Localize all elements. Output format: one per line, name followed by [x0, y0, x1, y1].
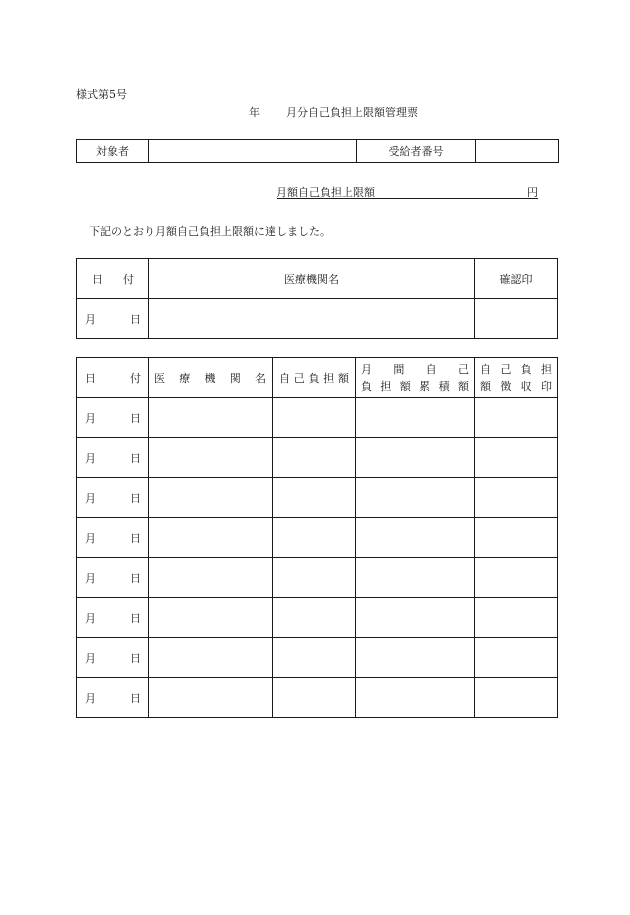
date-header-day: 日	[92, 272, 103, 286]
monthly-limit-unit: 円	[527, 186, 538, 199]
collection-seal-cell[interactable]	[475, 638, 558, 678]
month-label: 月	[85, 451, 96, 465]
cumulative-amount-cell[interactable]	[356, 598, 475, 638]
header-char: 担	[380, 379, 392, 393]
detail-header-row	[77, 358, 558, 398]
header-char: 額	[399, 379, 411, 393]
table-row	[77, 478, 558, 518]
table-row	[77, 438, 558, 478]
collection-seal-cell[interactable]	[475, 598, 558, 638]
header-char: 己	[457, 362, 469, 376]
header-char: 累	[419, 379, 431, 393]
institution-name-header: 医療機関名	[149, 259, 475, 299]
collection-seal-cell[interactable]	[475, 438, 558, 478]
row-date-cell	[77, 518, 149, 558]
monthly-limit-label: 月額自己負担上限額	[276, 186, 375, 199]
detail-copay-header	[273, 358, 356, 398]
cumulative-amount-cell[interactable]	[356, 398, 475, 438]
copay-detail-table	[76, 357, 558, 718]
confirmation-table	[76, 258, 558, 339]
recipient-number-label: 受給者番号	[357, 140, 476, 163]
collection-seal-cell[interactable]	[475, 678, 558, 718]
confirmation-seal-header: 確認印	[475, 259, 558, 299]
institution-cell[interactable]	[149, 678, 273, 718]
header-char: 己	[293, 371, 305, 385]
detail-institution-header	[149, 358, 273, 398]
recipient-number-field[interactable]	[476, 140, 559, 163]
day-label: 日	[130, 611, 141, 625]
header-char: 担	[323, 371, 335, 385]
confirm-date-header	[77, 259, 149, 299]
day-label: 日	[130, 411, 141, 425]
table-row	[77, 398, 558, 438]
copay-amount-cell[interactable]	[273, 518, 356, 558]
monthly-limit-underline	[277, 198, 538, 199]
month-label: 月	[85, 651, 96, 665]
recipient-info-table	[76, 139, 559, 163]
subject-label: 対象者	[77, 140, 149, 163]
cumulative-amount-cell[interactable]	[356, 678, 475, 718]
header-char: 徴	[500, 379, 512, 393]
month-label: 月	[85, 312, 96, 326]
month-label: 月	[85, 411, 96, 425]
table-row	[77, 598, 558, 638]
day-label: 日	[130, 312, 141, 326]
month-label: 月	[85, 611, 96, 625]
row-date-cell	[77, 638, 149, 678]
header-char: 積	[438, 379, 450, 393]
month-label: 月	[85, 691, 96, 705]
table-row	[77, 678, 558, 718]
header-char: 負	[308, 371, 320, 385]
cumulative-amount-cell[interactable]	[356, 438, 475, 478]
day-label: 日	[130, 571, 141, 585]
header-char: 額	[480, 379, 491, 393]
institution-cell[interactable]	[149, 478, 273, 518]
cumulative-amount-cell[interactable]	[356, 638, 475, 678]
header-char: 担	[540, 362, 552, 376]
copay-amount-cell[interactable]	[273, 438, 356, 478]
row-date-cell	[77, 678, 149, 718]
header-char: 額	[338, 371, 349, 385]
statement-text: 下記のとおり月額自己負担上限額に達しました。	[89, 225, 331, 238]
day-label: 日	[130, 491, 141, 505]
header-char: 負	[361, 379, 372, 393]
copay-amount-cell[interactable]	[273, 638, 356, 678]
collection-seal-cell[interactable]	[475, 558, 558, 598]
form-number: 様式第5号	[76, 88, 127, 101]
header-char: 印	[540, 379, 552, 393]
subject-field[interactable]	[149, 140, 357, 163]
institution-cell[interactable]	[149, 438, 273, 478]
copay-amount-cell[interactable]	[273, 478, 356, 518]
confirmation-seal-cell[interactable]	[475, 299, 558, 339]
cumulative-amount-cell[interactable]	[356, 518, 475, 558]
header-char: 医	[154, 371, 165, 385]
header-char: 己	[500, 362, 512, 376]
copay-amount-cell[interactable]	[273, 678, 356, 718]
day-label: 日	[130, 691, 141, 705]
detail-collection-header	[475, 358, 558, 398]
header-char: 収	[520, 379, 532, 393]
header-char: 関	[229, 371, 241, 385]
header-char: 療	[179, 371, 191, 385]
institution-cell[interactable]	[149, 598, 273, 638]
institution-cell[interactable]	[149, 558, 273, 598]
month-label: 月	[85, 491, 96, 505]
header-char: 機	[204, 371, 216, 385]
cumulative-amount-cell[interactable]	[356, 558, 475, 598]
detail-cumulative-header	[356, 358, 475, 398]
date-header-attach: 付	[130, 371, 141, 385]
header-char: 自	[425, 362, 437, 376]
header-char: 額	[457, 379, 469, 393]
cumulative-amount-cell[interactable]	[356, 478, 475, 518]
table-row	[77, 638, 558, 678]
institution-cell[interactable]	[149, 398, 273, 438]
title-year: 年	[249, 106, 260, 119]
header-char: 自	[279, 371, 290, 385]
detail-date-header	[77, 358, 149, 398]
header-char: 自	[480, 362, 491, 376]
day-label: 日	[130, 451, 141, 465]
header-char: 間	[393, 362, 405, 376]
row-date-cell	[77, 558, 149, 598]
month-label: 月	[85, 531, 96, 545]
confirm-row-date	[77, 299, 149, 339]
row-date-cell	[77, 398, 149, 438]
row-date-cell	[77, 438, 149, 478]
day-label: 日	[130, 531, 141, 545]
copay-amount-cell[interactable]	[273, 398, 356, 438]
copay-amount-cell[interactable]	[273, 598, 356, 638]
day-label: 日	[130, 651, 141, 665]
row-date-cell	[77, 478, 149, 518]
date-header-attach: 付	[123, 272, 134, 286]
collection-seal-cell[interactable]	[475, 398, 558, 438]
collection-seal-cell[interactable]	[475, 518, 558, 558]
table-row	[77, 518, 558, 558]
form-title: 月分自己負担上限額管理票	[286, 106, 418, 119]
row-date-cell	[77, 598, 149, 638]
date-header-day: 日	[85, 371, 96, 385]
header-char: 名	[255, 371, 266, 385]
institution-cell[interactable]	[149, 518, 273, 558]
institution-name-cell[interactable]	[149, 299, 475, 339]
collection-seal-cell[interactable]	[475, 478, 558, 518]
table-row	[77, 558, 558, 598]
header-char: 負	[520, 362, 532, 376]
copay-amount-cell[interactable]	[273, 558, 356, 598]
institution-cell[interactable]	[149, 638, 273, 678]
header-char: 月	[361, 362, 372, 376]
month-label: 月	[85, 571, 96, 585]
